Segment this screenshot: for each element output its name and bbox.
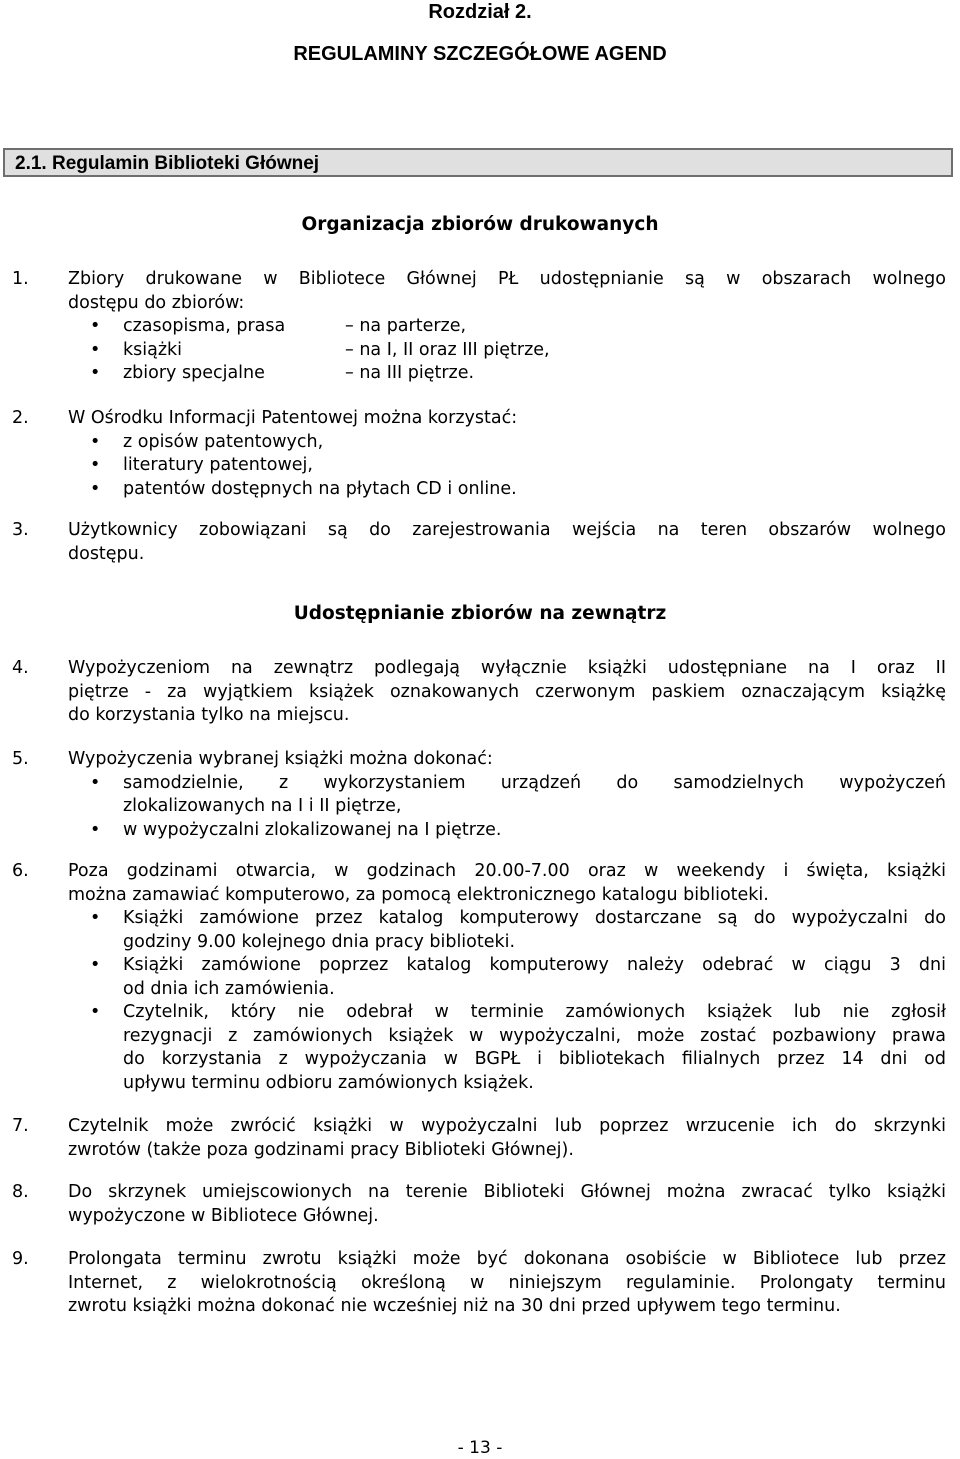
list-item: [123, 1001, 946, 1095]
point-text: Czytelnik może zwrócić książki w wypożyczalni lub poprzez wrzucenie ich do skrzynki: [68, 1116, 946, 1136]
point-8: [0, 1181, 960, 1228]
point-text: wypożyczone w Bibliotece Głównej.: [68, 1205, 379, 1226]
list-item: [123, 339, 946, 363]
list-item-line: godziny 9.00 kolejnego dnia pracy biblioteki.: [123, 931, 516, 952]
page-number: - 13 -: [457, 1438, 503, 1458]
point-number: 3.: [12, 520, 29, 540]
list-item: [123, 315, 946, 339]
list-item: • w wypożyczalni zlokalizowanej na I piętrze.: [123, 819, 946, 843]
list-item: [123, 954, 946, 1001]
point-text: piętrze - za wyjątkiem książek oznakowanych czerwonym paskiem oznaczającym książkę: [68, 681, 946, 702]
point-2: [0, 407, 960, 501]
item-name: książki: [123, 339, 183, 360]
point-6: [0, 860, 960, 1095]
list-item-line: rezygnacji z zamówionych książek w wypożyczalni, może zostać pozbawiony prawa: [123, 1025, 946, 1046]
section-heading: 2.1. Regulamin Biblioteki Głównej: [15, 153, 320, 174]
subsection-lending: Udostępnianie zbiorów na zewnątrz: [293, 603, 667, 624]
point-text: można zamawiać komputerowo, za pomocą elektronicznego katalogu biblioteki.: [68, 884, 769, 905]
list-item-line: od dnia ich zamówienia.: [123, 978, 335, 999]
list-item-line: • samodzielnie, z wykorzystaniem urządzeń do samodzielnych wypożyczeń: [123, 772, 946, 793]
point-1: [0, 268, 960, 386]
document-title: REGULAMINY SZCZEGÓŁOWE AGEND: [293, 43, 667, 65]
section-heading-box: [3, 148, 953, 177]
point-text: dostępu.: [68, 543, 145, 564]
point-text: Poza godzinami otwarcia, w godzinach 20.00-7.00 oraz w weekendy i święta, książki: [68, 861, 946, 881]
point-text: dostępu do zbiorów:: [68, 292, 245, 313]
point-text: Internet, z wielokrotnością określoną w niniejszym regulaminie. Prolongaty terminu: [68, 1272, 946, 1293]
point-number: 7.: [12, 1116, 29, 1136]
list-item-line: upływu terminu odbioru zamówionych książek.: [123, 1072, 534, 1093]
point-text: Do skrzynek umiejscowionych na terenie Biblioteki Głównej można zwracać tylko książki: [68, 1182, 946, 1202]
item-name: zbiory specjalne: [123, 363, 265, 383]
point-text: Użytkownicy zobowiązani są do zarejestrowania wejścia na teren obszarów wolnego: [68, 520, 946, 540]
point-text: zwrotu książki można dokonać nie wcześniej niż na 30 dni przed upływem tego terminu.: [68, 1296, 841, 1316]
list-item: • z opisów patentowych,: [123, 431, 946, 455]
point-number: 2.: [12, 408, 29, 428]
point-3: [0, 519, 960, 566]
point-text: zwrotów (także poza godzinami pracy Biblioteki Głównej).: [68, 1139, 574, 1160]
point-number: 1.: [12, 269, 29, 289]
point-text: Wypożyczenia wybranej książki można dokonać:: [68, 749, 493, 769]
point-number: 4.: [12, 658, 29, 678]
list-item: [123, 907, 946, 954]
list-item: • literatury patentowej,: [123, 454, 946, 478]
point-7: [0, 1115, 960, 1162]
point-text: do korzystania tylko na miejscu.: [68, 705, 350, 725]
point-number: 5.: [12, 749, 29, 769]
point-text: W Ośrodku Informacji Patentowej można korzystać:: [68, 408, 518, 428]
point-text: Wypożyczeniom na zewnątrz podlegają wyłącznie książki udostępniane na I oraz II: [68, 658, 946, 678]
subsection-collections: Organizacja zbiorów drukowanych: [301, 214, 659, 235]
point-number: 9.: [12, 1249, 29, 1269]
item-location: – na parterze,: [345, 316, 467, 336]
point-text: Zbiory drukowane w Bibliotece Głównej PŁ udostępnianie są w obszarach wolnego: [68, 269, 946, 289]
chapter-heading: Rozdział 2.: [428, 1, 532, 23]
list-item: [123, 772, 946, 819]
point-number: 8.: [12, 1182, 29, 1202]
list-item-line: zlokalizowanych na I i II piętrze,: [123, 796, 402, 816]
point-number: 6.: [12, 861, 29, 881]
point-9: [0, 1248, 960, 1319]
point-4: [0, 657, 960, 728]
point-5: [0, 748, 960, 842]
item-name: czasopisma, prasa: [123, 316, 286, 336]
list-item-line: • Czytelnik, który nie odebrał w terminie zamówionych książek lub nie zgłosił: [123, 1002, 946, 1022]
list-item-line: do korzystania z wypożyczania w BGPŁ i bibliotekach filialnych przez 14 dni od: [123, 1049, 946, 1069]
list-item-line: • Książki zamówione poprzez katalog komputerowy należy odebrać w ciągu 3 dni: [123, 955, 946, 975]
list-item-line: • Książki zamówione przez katalog komputerowy dostarczane są do wypożyczalni do: [123, 908, 946, 928]
list-item: • patentów dostępnych na płytach CD i online.: [123, 478, 946, 502]
list-item: [123, 362, 946, 386]
item-location: – na III piętrze.: [345, 363, 475, 383]
item-location: – na I, II oraz III piętrze,: [345, 339, 550, 360]
point-text: Prolongata terminu zwrotu książki może być dokonana osobiście w Bibliotece lub przez: [68, 1249, 946, 1269]
